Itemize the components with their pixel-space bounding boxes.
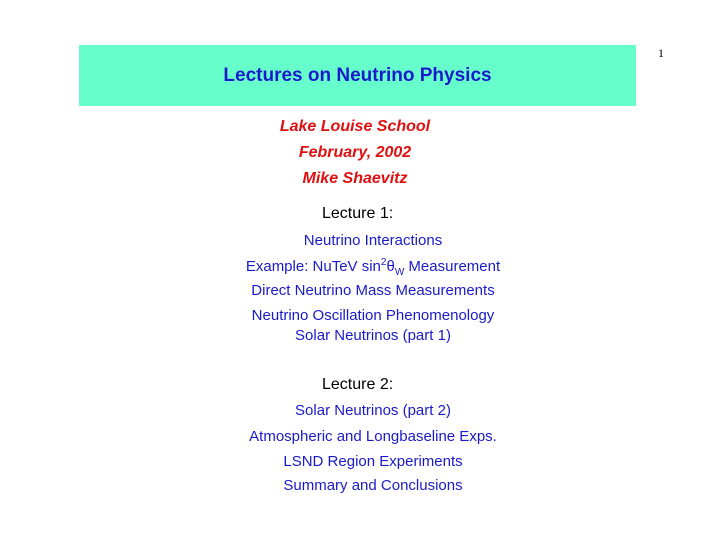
superscript-two: 2 <box>380 257 387 268</box>
event-date: February, 2002 <box>298 144 412 161</box>
lecture-2-topic: Atmospheric and Longbaseline Exps. <box>249 428 497 445</box>
lecture-2-topic: Solar Neutrinos (part 2) <box>295 402 451 419</box>
topic-text: Example: NuTeV sin <box>245 258 381 275</box>
lecture-1-topic-nutev <box>0 257 720 278</box>
topic-text: Measurement <box>404 258 501 275</box>
subscript-w: W <box>394 267 405 278</box>
speaker-name: Mike Shaevitz <box>302 170 408 187</box>
lecture-1-topic: Direct Neutrino Mass Measurements <box>251 282 495 299</box>
page-title: Lectures on Neutrino Physics <box>223 65 492 86</box>
lecture-1-topic: Solar Neutrinos (part 1) <box>295 327 451 344</box>
lecture-1-topic: Neutrino Oscillation Phenomenology <box>251 307 495 324</box>
school-name: Lake Louise School <box>279 118 431 135</box>
lecture-2-topic: LSND Region Experiments <box>283 453 463 470</box>
lecture-1-heading: Lecture 1: <box>322 205 394 222</box>
page-number: 1 <box>658 46 664 60</box>
lecture-2-heading: Lecture 2: <box>322 376 394 393</box>
theta-symbol: θ <box>386 258 395 275</box>
lecture-2-topic: Summary and Conclusions <box>283 477 463 494</box>
lecture-1-topic: Neutrino Interactions <box>303 232 443 249</box>
